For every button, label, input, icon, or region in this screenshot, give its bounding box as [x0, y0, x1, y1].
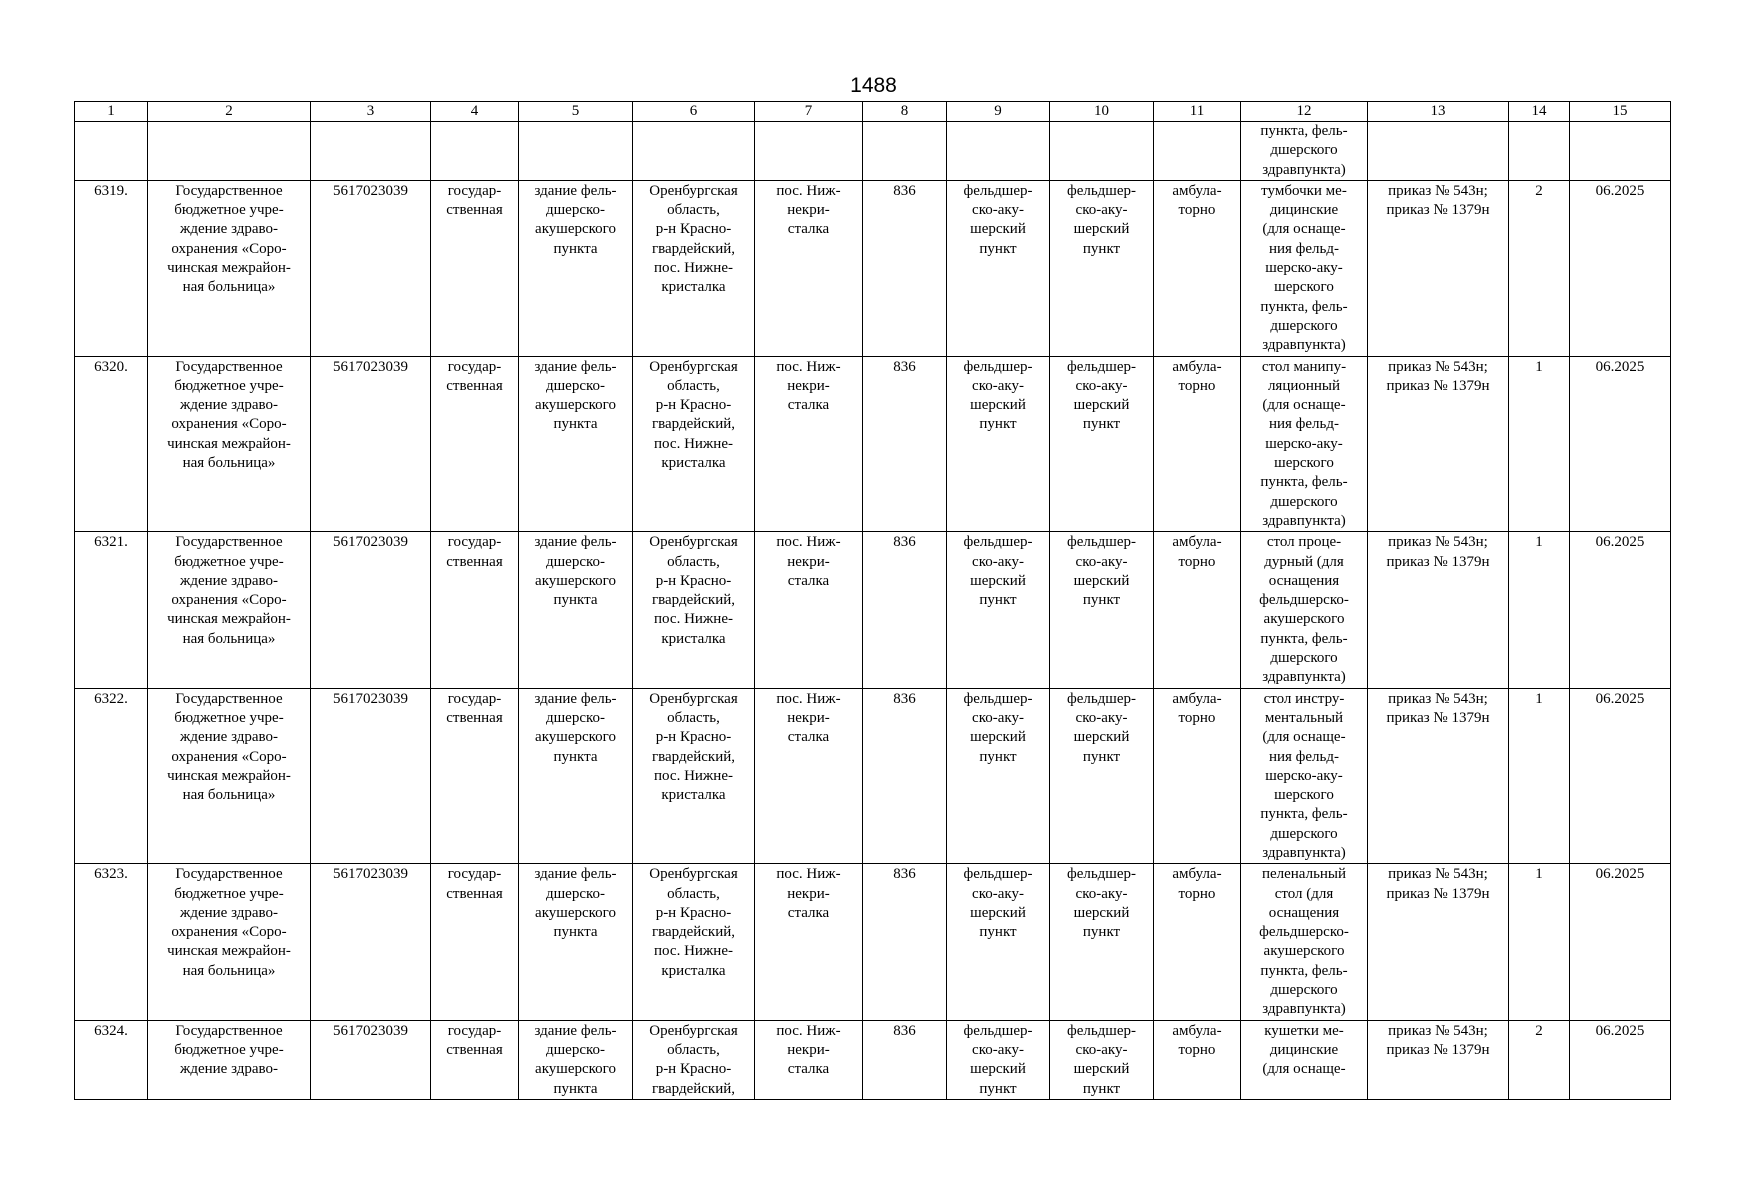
- column-number: 7: [755, 102, 863, 122]
- cell-number: 6322.: [75, 688, 148, 864]
- cell-order: приказ № 543н; приказ № 1379н: [1368, 180, 1509, 356]
- cell-equipment: пункта, фель- дшерского здравпункта): [1241, 122, 1368, 181]
- cell-ownership: государ- ственная: [431, 356, 519, 532]
- cell-unit-type: фельдшер- ско-аку- шерский пункт: [1050, 532, 1154, 688]
- cell-empty: [1368, 122, 1509, 181]
- column-number: 15: [1570, 102, 1671, 122]
- cell-organization: Государственное бюджетное учре- ждение здраво- охранения «Соро- чинская межрайон- ная больница»: [148, 180, 311, 356]
- cell-number: 6319.: [75, 180, 148, 356]
- cell-quantity: 1: [1509, 688, 1570, 864]
- cell-ownership: государ- ственная: [431, 864, 519, 1020]
- cell-care-form: амбула- торно: [1154, 180, 1241, 356]
- cell-unit-type: фельдшер- ско-аку- шерский пункт: [1050, 688, 1154, 864]
- cell-inn: 5617023039: [311, 532, 431, 688]
- cell-code: 836: [863, 180, 947, 356]
- column-number: 3: [311, 102, 431, 122]
- cell-facility-type: фельдшер- ско-аку- шерский пункт: [947, 688, 1050, 864]
- cell-address: Оренбургская область, р-н Красно- гвардейский, пос. Нижне- кристалка: [633, 356, 755, 532]
- cell-order: приказ № 543н; приказ № 1379н: [1368, 688, 1509, 864]
- cell-address: Оренбургская область, р-н Красно- гвардейский,: [633, 1020, 755, 1099]
- column-number-row: [75, 102, 1671, 122]
- column-number: 10: [1050, 102, 1154, 122]
- cell-empty: [311, 122, 431, 181]
- cell-empty: [863, 122, 947, 181]
- cell-ownership: государ- ственная: [431, 180, 519, 356]
- cell-organization: Государственное бюджетное учре- ждение здраво-: [148, 1020, 311, 1099]
- cell-quantity: 1: [1509, 864, 1570, 1020]
- cell-locality: пос. Ниж- некри- сталка: [755, 1020, 863, 1099]
- cell-inn: 5617023039: [311, 864, 431, 1020]
- column-number: 8: [863, 102, 947, 122]
- cell-empty: [755, 122, 863, 181]
- table-row: [75, 180, 1671, 356]
- table-row-continuation: [75, 122, 1671, 181]
- cell-number: 6320.: [75, 356, 148, 532]
- cell-locality: пос. Ниж- некри- сталка: [755, 356, 863, 532]
- column-number: 11: [1154, 102, 1241, 122]
- cell-number: 6323.: [75, 864, 148, 1020]
- cell-ownership: государ- ственная: [431, 688, 519, 864]
- cell-quantity: 1: [1509, 532, 1570, 688]
- cell-empty: [1509, 122, 1570, 181]
- cell-unit-type: фельдшер- ско-аку- шерский пункт: [1050, 180, 1154, 356]
- cell-order: приказ № 543н; приказ № 1379н: [1368, 864, 1509, 1020]
- cell-empty: [1154, 122, 1241, 181]
- cell-facility-type: фельдшер- ско-аку- шерский пункт: [947, 180, 1050, 356]
- column-number: 13: [1368, 102, 1509, 122]
- page-number: 1488: [850, 74, 897, 97]
- table-row: [75, 532, 1671, 688]
- cell-organization: Государственное бюджетное учре- ждение здраво- охранения «Соро- чинская межрайон- ная больница»: [148, 688, 311, 864]
- cell-order: приказ № 543н; приказ № 1379н: [1368, 356, 1509, 532]
- cell-quantity: 1: [1509, 356, 1570, 532]
- column-number: 5: [519, 102, 633, 122]
- cell-date: 06.2025: [1570, 864, 1671, 1020]
- cell-address: Оренбургская область, р-н Красно- гвардейский, пос. Нижне- кристалка: [633, 864, 755, 1020]
- cell-inn: 5617023039: [311, 1020, 431, 1099]
- table-row: [75, 864, 1671, 1020]
- cell-locality: пос. Ниж- некри- сталка: [755, 532, 863, 688]
- cell-care-form: амбула- торно: [1154, 532, 1241, 688]
- cell-building: здание фель- дшерско- акушерского пункта: [519, 180, 633, 356]
- cell-inn: 5617023039: [311, 356, 431, 532]
- cell-care-form: амбула- торно: [1154, 864, 1241, 1020]
- cell-empty: [431, 122, 519, 181]
- cell-ownership: государ- ственная: [431, 1020, 519, 1099]
- table-row: [75, 1020, 1671, 1099]
- column-number: 9: [947, 102, 1050, 122]
- cell-building: здание фель- дшерско- акушерского пункта: [519, 864, 633, 1020]
- cell-number: 6321.: [75, 532, 148, 688]
- cell-code: 836: [863, 356, 947, 532]
- cell-date: 06.2025: [1570, 1020, 1671, 1099]
- table-row: [75, 688, 1671, 864]
- column-number: 4: [431, 102, 519, 122]
- cell-quantity: 2: [1509, 180, 1570, 356]
- cell-order: приказ № 543н; приказ № 1379н: [1368, 532, 1509, 688]
- cell-order: приказ № 543н; приказ № 1379н: [1368, 1020, 1509, 1099]
- cell-care-form: амбула- торно: [1154, 356, 1241, 532]
- cell-date: 06.2025: [1570, 356, 1671, 532]
- cell-building: здание фель- дшерско- акушерского пункта: [519, 1020, 633, 1099]
- cell-building: здание фель- дшерско- акушерского пункта: [519, 688, 633, 864]
- cell-care-form: амбула- торно: [1154, 1020, 1241, 1099]
- cell-empty: [75, 122, 148, 181]
- cell-inn: 5617023039: [311, 688, 431, 864]
- cell-organization: Государственное бюджетное учре- ждение здраво- охранения «Соро- чинская межрайон- ная больница»: [148, 532, 311, 688]
- cell-address: Оренбургская область, р-н Красно- гвардейский, пос. Нижне- кристалка: [633, 688, 755, 864]
- cell-date: 06.2025: [1570, 532, 1671, 688]
- cell-facility-type: фельдшер- ско-аку- шерский пункт: [947, 356, 1050, 532]
- cell-inn: 5617023039: [311, 180, 431, 356]
- cell-ownership: государ- ственная: [431, 532, 519, 688]
- cell-code: 836: [863, 1020, 947, 1099]
- equipment-table: [74, 101, 1671, 1100]
- column-number: 12: [1241, 102, 1368, 122]
- cell-facility-type: фельдшер- ско-аку- шерский пункт: [947, 532, 1050, 688]
- cell-equipment: пеленальный стол (для оснащения фельдшерско- акушерского пункта, фель- дшерского здравпункта): [1241, 864, 1368, 1020]
- cell-address: Оренбургская область, р-н Красно- гвардейский, пос. Нижне- кристалка: [633, 180, 755, 356]
- cell-number: 6324.: [75, 1020, 148, 1099]
- cell-equipment: стол проце- дурный (для оснащения фельдшерско- акушерского пункта, фель- дшерского здравпункта): [1241, 532, 1368, 688]
- cell-equipment: тумбочки ме- дицинские (для оснаще- ния фельд- шерско-аку- шерского пункта, фель- дшерского здравпункта): [1241, 180, 1368, 356]
- column-number: 6: [633, 102, 755, 122]
- column-number: 14: [1509, 102, 1570, 122]
- cell-facility-type: фельдшер- ско-аку- шерский пункт: [947, 864, 1050, 1020]
- cell-date: 06.2025: [1570, 180, 1671, 356]
- cell-address: Оренбургская область, р-н Красно- гвардейский, пос. Нижне- кристалка: [633, 532, 755, 688]
- cell-unit-type: фельдшер- ско-аку- шерский пункт: [1050, 356, 1154, 532]
- cell-equipment: стол инстру- ментальный (для оснаще- ния фельд- шерско-аку- шерского пункта, фель- дшерского здравпункта): [1241, 688, 1368, 864]
- cell-empty: [148, 122, 311, 181]
- column-number: 1: [75, 102, 148, 122]
- cell-code: 836: [863, 532, 947, 688]
- cell-locality: пос. Ниж- некри- сталка: [755, 180, 863, 356]
- cell-building: здание фель- дшерско- акушерского пункта: [519, 532, 633, 688]
- cell-equipment: стол манипу- ляционный (для оснаще- ния фельд- шерско-аку- шерского пункта, фель- дшерского здравпункта): [1241, 356, 1368, 532]
- cell-locality: пос. Ниж- некри- сталка: [755, 864, 863, 1020]
- cell-building: здание фель- дшерско- акушерского пункта: [519, 356, 633, 532]
- cell-organization: Государственное бюджетное учре- ждение здраво- охранения «Соро- чинская межрайон- ная больница»: [148, 356, 311, 532]
- cell-empty: [1050, 122, 1154, 181]
- cell-empty: [633, 122, 755, 181]
- cell-empty: [519, 122, 633, 181]
- cell-empty: [1570, 122, 1671, 181]
- cell-code: 836: [863, 688, 947, 864]
- cell-unit-type: фельдшер- ско-аку- шерский пункт: [1050, 864, 1154, 1020]
- table-row: [75, 356, 1671, 532]
- cell-code: 836: [863, 864, 947, 1020]
- cell-locality: пос. Ниж- некри- сталка: [755, 688, 863, 864]
- cell-quantity: 2: [1509, 1020, 1570, 1099]
- column-number: 2: [148, 102, 311, 122]
- cell-equipment: кушетки ме- дицинские (для оснаще-: [1241, 1020, 1368, 1099]
- cell-organization: Государственное бюджетное учре- ждение здраво- охранения «Соро- чинская межрайон- ная больница»: [148, 864, 311, 1020]
- cell-care-form: амбула- торно: [1154, 688, 1241, 864]
- cell-empty: [947, 122, 1050, 181]
- cell-date: 06.2025: [1570, 688, 1671, 864]
- cell-unit-type: фельдшер- ско-аку- шерский пункт: [1050, 1020, 1154, 1099]
- cell-facility-type: фельдшер- ско-аку- шерский пункт: [947, 1020, 1050, 1099]
